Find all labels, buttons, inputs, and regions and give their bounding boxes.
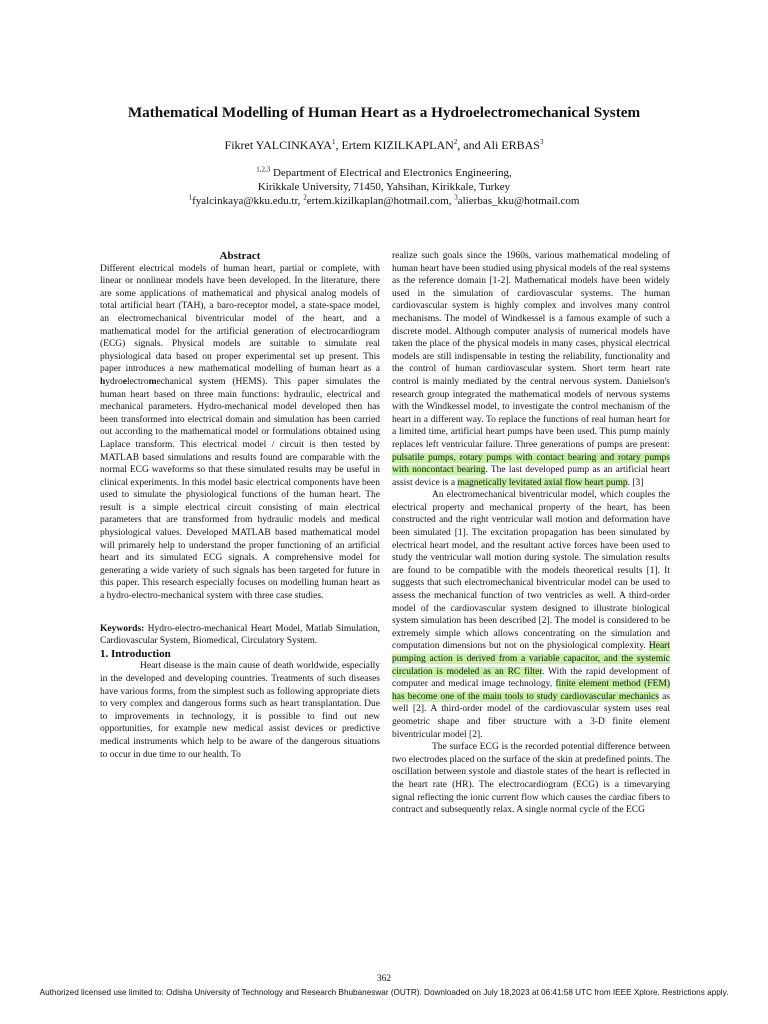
body-text: realize such goals since the 1960s, various mathematical modeling of human heart have been studied using physical models of the real systems as the reference domain [1-2]. Mathematical models have been widely used in the simulation of cardiovascular systems. The human cardiovascular system is highly complex and involves many control mechanisms. The model of Windkessel is a famous example of such a discrete model. Although computer analysis of numerical models have taken the place of the physical models in many cases, physical electrical models are still indispensable in testing the reliability, functionality and the control of human cardiovascular system. Short term heart rate control is mainly mediated by the central nervous system. Danielson's research group integrated the mathematical models of nervous systems with the Windkessel model, to investigate the control mechanism of the heart in a different way. To replace the functions of real human heart for a limited time, artificial heart pumps have been used. This pump mainly replaces left ventricular failure. Three generations of pumps are present: bbox=[392, 251, 670, 450]
introduction-paragraph: Heart disease is the main cause of death worldwide, especially in the developed and developing countries. Treatments of such diseases have various forms, from the simplest such as following appropriate diets to very complex and dangerous forms such as heart transplantation. Due to improvements in technology, it is possible to find out new opportunities, for example new medical assist devices or predictive medical instruments which help to be aware of the dangerous situations to occur in due time to our health. To bbox=[100, 661, 380, 760]
author-line bbox=[40, 138, 728, 153]
abstract-text: ystem (HEMS). This paper simulates the human heart based on three main functions: hydraulic, electrical and mechanical parameters. Hydro-mechanical model developed then has been transformed into electrical domain and simulation has been carried out according to the mathematical model or formulations obtained using Laplace transform. This electrical model / circuit is then tested by MATLAB based simulations and results found are comparable with the normal ECG waveforms so that these simulated results may be useful in clinical experiments. In this model basic electrical components have been used to simulate the physiological functions of the human heart. The result is a simple electrical circuit consisting of main electrical parameters that are transformed from hydraulic models and medical physiological values. Developed MATLAB based mathematical model will primarely help to understand the proper functioning of an artificial heart and its simulated ECG signals. A comprehensive model for generating a wide variety of such signals has been targeted for future in this paper. This research especially focuses on modelling human heart as a hydro-electro-mechanical system with three case studies. bbox=[100, 376, 380, 602]
abstract-text: echanical bbox=[156, 376, 200, 387]
body-text: An electromechanical biventricular model, which couples the electrical property and mechanical property of the heart, has been constructed and the right ventricular wall motion and deformation have been simulated [1]. The excitation propagation has been simulated by electrical heart model, and the resultant active forces have been used to study the ventricular wall motion during systole. The simulation results are found to be compatible with the models theoretical results [1]. It suggests that such electromechanical biventricular model can be used to assess the mechanical function of two ventricles as well. A third-order model of the cardiovascular system designed to illustrate biological system simulation has been described [2]. The model is considered to be extremely simple which allows concentrating on the simulation and computation dimensions but not on the physiological complexity. bbox=[392, 490, 670, 652]
author-affil-mark: 1 bbox=[331, 138, 336, 146]
acronym-letter: e bbox=[122, 376, 127, 387]
author-separator: , bbox=[335, 138, 342, 152]
author-name: Fikret YALCINKAYA bbox=[224, 138, 332, 152]
email-mark: 1 bbox=[188, 193, 193, 202]
affiliation-line-2: Kirikkale University, 71450, Yahsihan, Kirikkale, Turkey bbox=[257, 181, 511, 193]
acronym-letter: h bbox=[100, 376, 106, 387]
keywords-label: Keywords: bbox=[100, 623, 145, 634]
author-name: Ertem KIZILKAPLAN bbox=[341, 138, 454, 152]
body-paragraph bbox=[392, 250, 670, 489]
keywords bbox=[100, 623, 380, 648]
author-affil-mark: 3 bbox=[539, 138, 544, 146]
affiliation-block bbox=[40, 166, 728, 208]
acronym-letter: m bbox=[148, 376, 157, 387]
body-paragraph bbox=[392, 489, 670, 741]
right-column bbox=[392, 250, 670, 817]
affiliation-line-1 bbox=[40, 166, 728, 180]
body-text: . The last developed pump as an artificial heart assist device is a bbox=[392, 465, 670, 488]
highlighted-text: pulsatile pumps, rotary pumps with contact bearing and rotary pumps with noncontact bearing bbox=[392, 452, 670, 476]
abstract-text: ydro bbox=[105, 376, 123, 387]
highlighted-text: finite element method (FEM) has become one of the main tools to study cardiovascular mechanics bbox=[392, 679, 670, 702]
keywords-text: Hydro-electro-mechanical Heart Model, Matlab Simulation, Cardiovascular System, Biomedical, Circulatory System. bbox=[100, 623, 380, 647]
affiliation-mark: 1,2,3 bbox=[256, 165, 271, 174]
email-address: ertem.kizilkaplan@hotmail.com, bbox=[306, 195, 455, 207]
email-mark: 3 bbox=[454, 193, 458, 202]
highlighted-text: Heart pumping action is derived from a variable capacitor, and the systemic circulation is modeled as an RC filter bbox=[392, 641, 670, 677]
affiliation-emails bbox=[40, 194, 728, 208]
paper-title: Mathematical Modelling of Human Heart as a Hydroelectromechanical System bbox=[127, 104, 641, 121]
left-column bbox=[100, 250, 380, 761]
license-notice: Authorized licensed use limited to: Odisha University of Technology and Research Bhubaneswar (OUTR). Downloaded on July 18,2023 at 06:41:58 UTC from IEEE Xplore. Restrictions apply. bbox=[39, 988, 729, 997]
author-name: Ali ERBAS bbox=[482, 138, 540, 152]
abstract-text: Different electrical models of human heart, partial or complete, with linear or nonlinear models have been developed. In the literature, there are some applications of mathematical and physical analog models of total artificial heart (TAH), a baro-receptor model, a state-space model, an electromechanical biventricular model of the heart, and a mathematical model for the artificial generation of electrocardiogram (ECG) signals. Physical models are suitable to simulate real physiological data based on proper experimental set up present. This paper introduces a new mathematical modelling of human heart as a bbox=[100, 263, 380, 375]
author-affil-mark: 2 bbox=[453, 138, 458, 146]
email-address: alierbas_kku@hotmail.com bbox=[457, 195, 580, 207]
page-number: 362 bbox=[376, 974, 392, 984]
section-heading-introduction: 1. Introduction bbox=[100, 647, 171, 660]
highlighted-text: magnetically levitated axial flow heart pump bbox=[457, 477, 628, 488]
body-text: . [3] bbox=[627, 477, 644, 488]
author-separator: , and bbox=[457, 138, 483, 152]
body-paragraph: The surface ECG is the recorded potential difference between two electrodes placed on the surface of the skin at predefined points. The oscillation between systole and diastole states of the heart is reflected in the heart rate (HR). The electrocardiogram (ECG) is a timevarying signal reflecting the ionic current flow which causes the cardiac fibers to contract and subsequently relax. A single normal cycle of the ECG bbox=[392, 742, 670, 816]
abstract-text: lectro bbox=[126, 376, 149, 387]
body-text: . With the rapid development of computer and medical image technology, bbox=[392, 666, 670, 690]
acronym-letter: s bbox=[199, 376, 203, 387]
body-text: as well [2]. A third-order model of the cardiovascular system uses real geometric shape and fiber structure with a 3-D finite element biventricular model [2]. bbox=[392, 691, 670, 740]
abstract-body bbox=[100, 263, 380, 603]
email-address: fyalcinkaya@kku.edu.tr, bbox=[192, 195, 304, 207]
affiliation-department: Department of Electrical and Electronics Engineering, bbox=[270, 167, 512, 179]
email-mark: 2 bbox=[303, 193, 307, 202]
abstract-heading: Abstract bbox=[219, 250, 261, 262]
